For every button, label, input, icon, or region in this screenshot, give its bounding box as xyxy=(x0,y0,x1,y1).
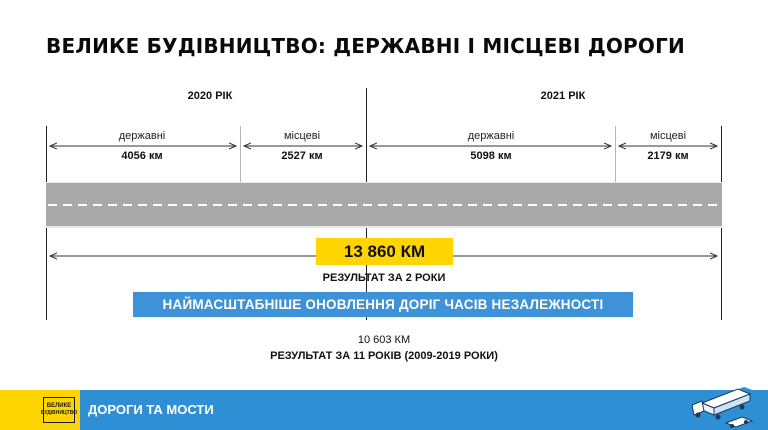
highlight-banner: НАЙМАСШТАБНІШЕ ОНОВЛЕННЯ ДОРІГ ЧАСІВ НЕЗАЛЕЖНОСТІ xyxy=(133,292,633,317)
velyke-budivnytstvo-logo xyxy=(40,397,78,423)
total-value-badge: 13 860 КМ xyxy=(316,238,453,265)
footer-bar xyxy=(0,390,768,430)
year-2021-label: 2021 РІК xyxy=(540,90,586,102)
segment-2020-local-label: місцеві xyxy=(283,130,321,142)
segment-2020-local-value: 2527 км xyxy=(281,150,323,162)
logo-line1: ВЕЛИКЕ xyxy=(46,403,72,409)
logo-line2: БУДІВНИЦТВО xyxy=(40,410,78,416)
footer-section-label: ДОРОГИ ТА МОСТИ xyxy=(88,402,214,417)
previous-caption: РЕЗУЛЬТАТ ЗА 11 РОКІВ (2009-2019 РОКИ) xyxy=(270,350,498,362)
segment-2020-state-value: 4056 км xyxy=(121,150,163,162)
segment-2021-state-value: 5098 км xyxy=(470,150,512,162)
truck-illustration-icon xyxy=(686,367,768,430)
total-caption: РЕЗУЛЬТАТ ЗА 2 РОКИ xyxy=(322,272,446,284)
segment-2020-state-label: державні xyxy=(118,130,166,142)
previous-value: 10 603 КМ xyxy=(357,334,411,346)
segment-2021-state-label: державні xyxy=(467,130,515,142)
page-title: ВЕЛИКЕ БУДІВНИЦТВО: ДЕРЖАВНІ І МІСЦЕВІ ДОРОГИ xyxy=(46,34,685,58)
segment-2021-local-value: 2179 км xyxy=(647,150,689,162)
segment-2021-local-label: місцеві xyxy=(649,130,687,142)
year-2020-label: 2020 РІК xyxy=(187,90,233,102)
